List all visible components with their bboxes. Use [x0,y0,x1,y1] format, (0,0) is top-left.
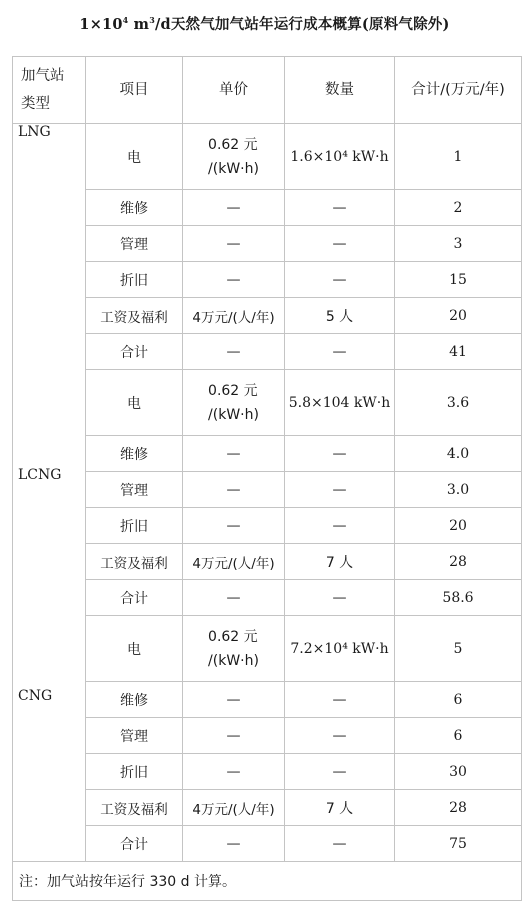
cell-price: — [183,580,285,616]
cell-price: — [183,190,285,226]
cell-price: — [183,718,285,754]
cell-qty: 7 人 [285,544,395,580]
cell-total: 20 [395,508,522,544]
note-row [13,862,522,901]
type-cell-lcng [13,370,86,616]
cell-item: 管理 [86,472,183,508]
cell-qty: — [285,226,395,262]
table-row [13,580,522,616]
cell-price: — [183,754,285,790]
cell-qty: — [285,472,395,508]
table-row [13,826,522,862]
cell-total: 3 [395,226,522,262]
price-line2: /(kW·h) [208,406,259,423]
type-cell-lng [13,124,86,370]
cell-item: 电 [86,124,183,190]
table-row [13,616,522,682]
cell-total: 6 [395,682,522,718]
cell-total: 5 [395,616,522,682]
table-row [13,508,522,544]
cell-item: 合计 [86,580,183,616]
cell-item: 工资及福利 [86,790,183,826]
cell-total: 58.6 [395,580,522,616]
cell-qty: — [285,436,395,472]
cell-item: 工资及福利 [86,298,183,334]
cell-total: 3.6 [395,370,522,436]
cell-item: 电 [86,616,183,682]
title-mid: m [128,16,150,33]
cell-qty: — [285,580,395,616]
cell-price [183,616,285,682]
cell-item: 电 [86,370,183,436]
title-sup-exponent: 4 [122,15,129,25]
cell-qty: — [285,682,395,718]
table-row [13,334,522,370]
cell-qty: 5.8×104 kW·h [285,370,395,436]
cell-price: — [183,436,285,472]
cell-item: 折旧 [86,262,183,298]
cell-qty: — [285,190,395,226]
cell-qty: — [285,508,395,544]
cell-item: 工资及福利 [86,544,183,580]
title-post: /d天然气加气站年运行成本概算(原料气除外) [155,16,450,33]
cell-total: 75 [395,826,522,862]
cell-total: 6 [395,718,522,754]
header-total: 合计/(万元/年) [395,57,522,124]
cell-price: — [183,826,285,862]
cell-qty: — [285,754,395,790]
header-type-label: 加气站类型 [21,68,65,112]
group-cng [13,616,522,862]
title-sup-unit: 3 [149,15,155,25]
table-row [13,718,522,754]
cell-qty: — [285,826,395,862]
cell-qty: 5 人 [285,298,395,334]
price-line1: 0.62 元 [208,628,258,645]
cell-total: 41 [395,334,522,370]
cell-total: 1 [395,124,522,190]
table-row [13,472,522,508]
header-item: 项目 [86,57,183,124]
cell-total: 2 [395,190,522,226]
table-row [13,226,522,262]
cell-item: 管理 [86,226,183,262]
price-line2: /(kW·h) [208,160,259,177]
cell-price [183,124,285,190]
cell-item: 维修 [86,436,183,472]
table-row [13,436,522,472]
cell-qty: 1.6×10⁴ kW·h [285,124,395,190]
cell-item: 合计 [86,334,183,370]
table-title [0,8,529,37]
table-row [13,682,522,718]
price-line2: /(kW·h) [208,652,259,669]
cell-price: 4万元/(人/年) [183,544,285,580]
header-row [13,57,522,124]
table-row [13,370,522,436]
cell-total: 20 [395,298,522,334]
table-row [13,544,522,580]
cell-total: 3.0 [395,472,522,508]
type-cell-cng [13,616,86,862]
cell-item: 管理 [86,718,183,754]
table-row [13,754,522,790]
cell-price: 4万元/(人/年) [183,298,285,334]
cell-price: — [183,682,285,718]
type-label: LNG [18,124,51,140]
cell-qty: — [285,334,395,370]
price-line1: 0.62 元 [208,382,258,399]
cell-qty: — [285,262,395,298]
cell-price: — [183,334,285,370]
cell-item: 折旧 [86,508,183,544]
cell-price: — [183,472,285,508]
table-row [13,262,522,298]
cell-item: 合计 [86,826,183,862]
table-row [13,298,522,334]
cell-price: — [183,508,285,544]
cell-qty: 7.2×10⁴ kW·h [285,616,395,682]
cell-total: 15 [395,262,522,298]
cell-price: — [183,262,285,298]
cell-total: 28 [395,790,522,826]
title-pre: 1×10 [79,16,123,33]
table-row [13,190,522,226]
cost-table [12,56,522,901]
group-lng [13,124,522,370]
header-price: 单价 [183,57,285,124]
table-row [13,124,522,190]
cell-total: 30 [395,754,522,790]
cell-price: — [183,226,285,262]
cell-item: 维修 [86,682,183,718]
group-lcng [13,370,522,616]
cell-total: 4.0 [395,436,522,472]
header-type [13,57,86,124]
cell-total: 28 [395,544,522,580]
table-note: 注：加气站按年运行 330 d 计算。 [13,862,522,901]
type-label: LCNG [18,466,62,483]
cell-item: 维修 [86,190,183,226]
price-line1: 0.62 元 [208,136,258,153]
cell-price [183,370,285,436]
table-row [13,790,522,826]
cell-qty: — [285,718,395,754]
cell-price: 4万元/(人/年) [183,790,285,826]
type-label: CNG [18,687,53,704]
cell-qty: 7 人 [285,790,395,826]
header-qty: 数量 [285,57,395,124]
cell-item: 折旧 [86,754,183,790]
